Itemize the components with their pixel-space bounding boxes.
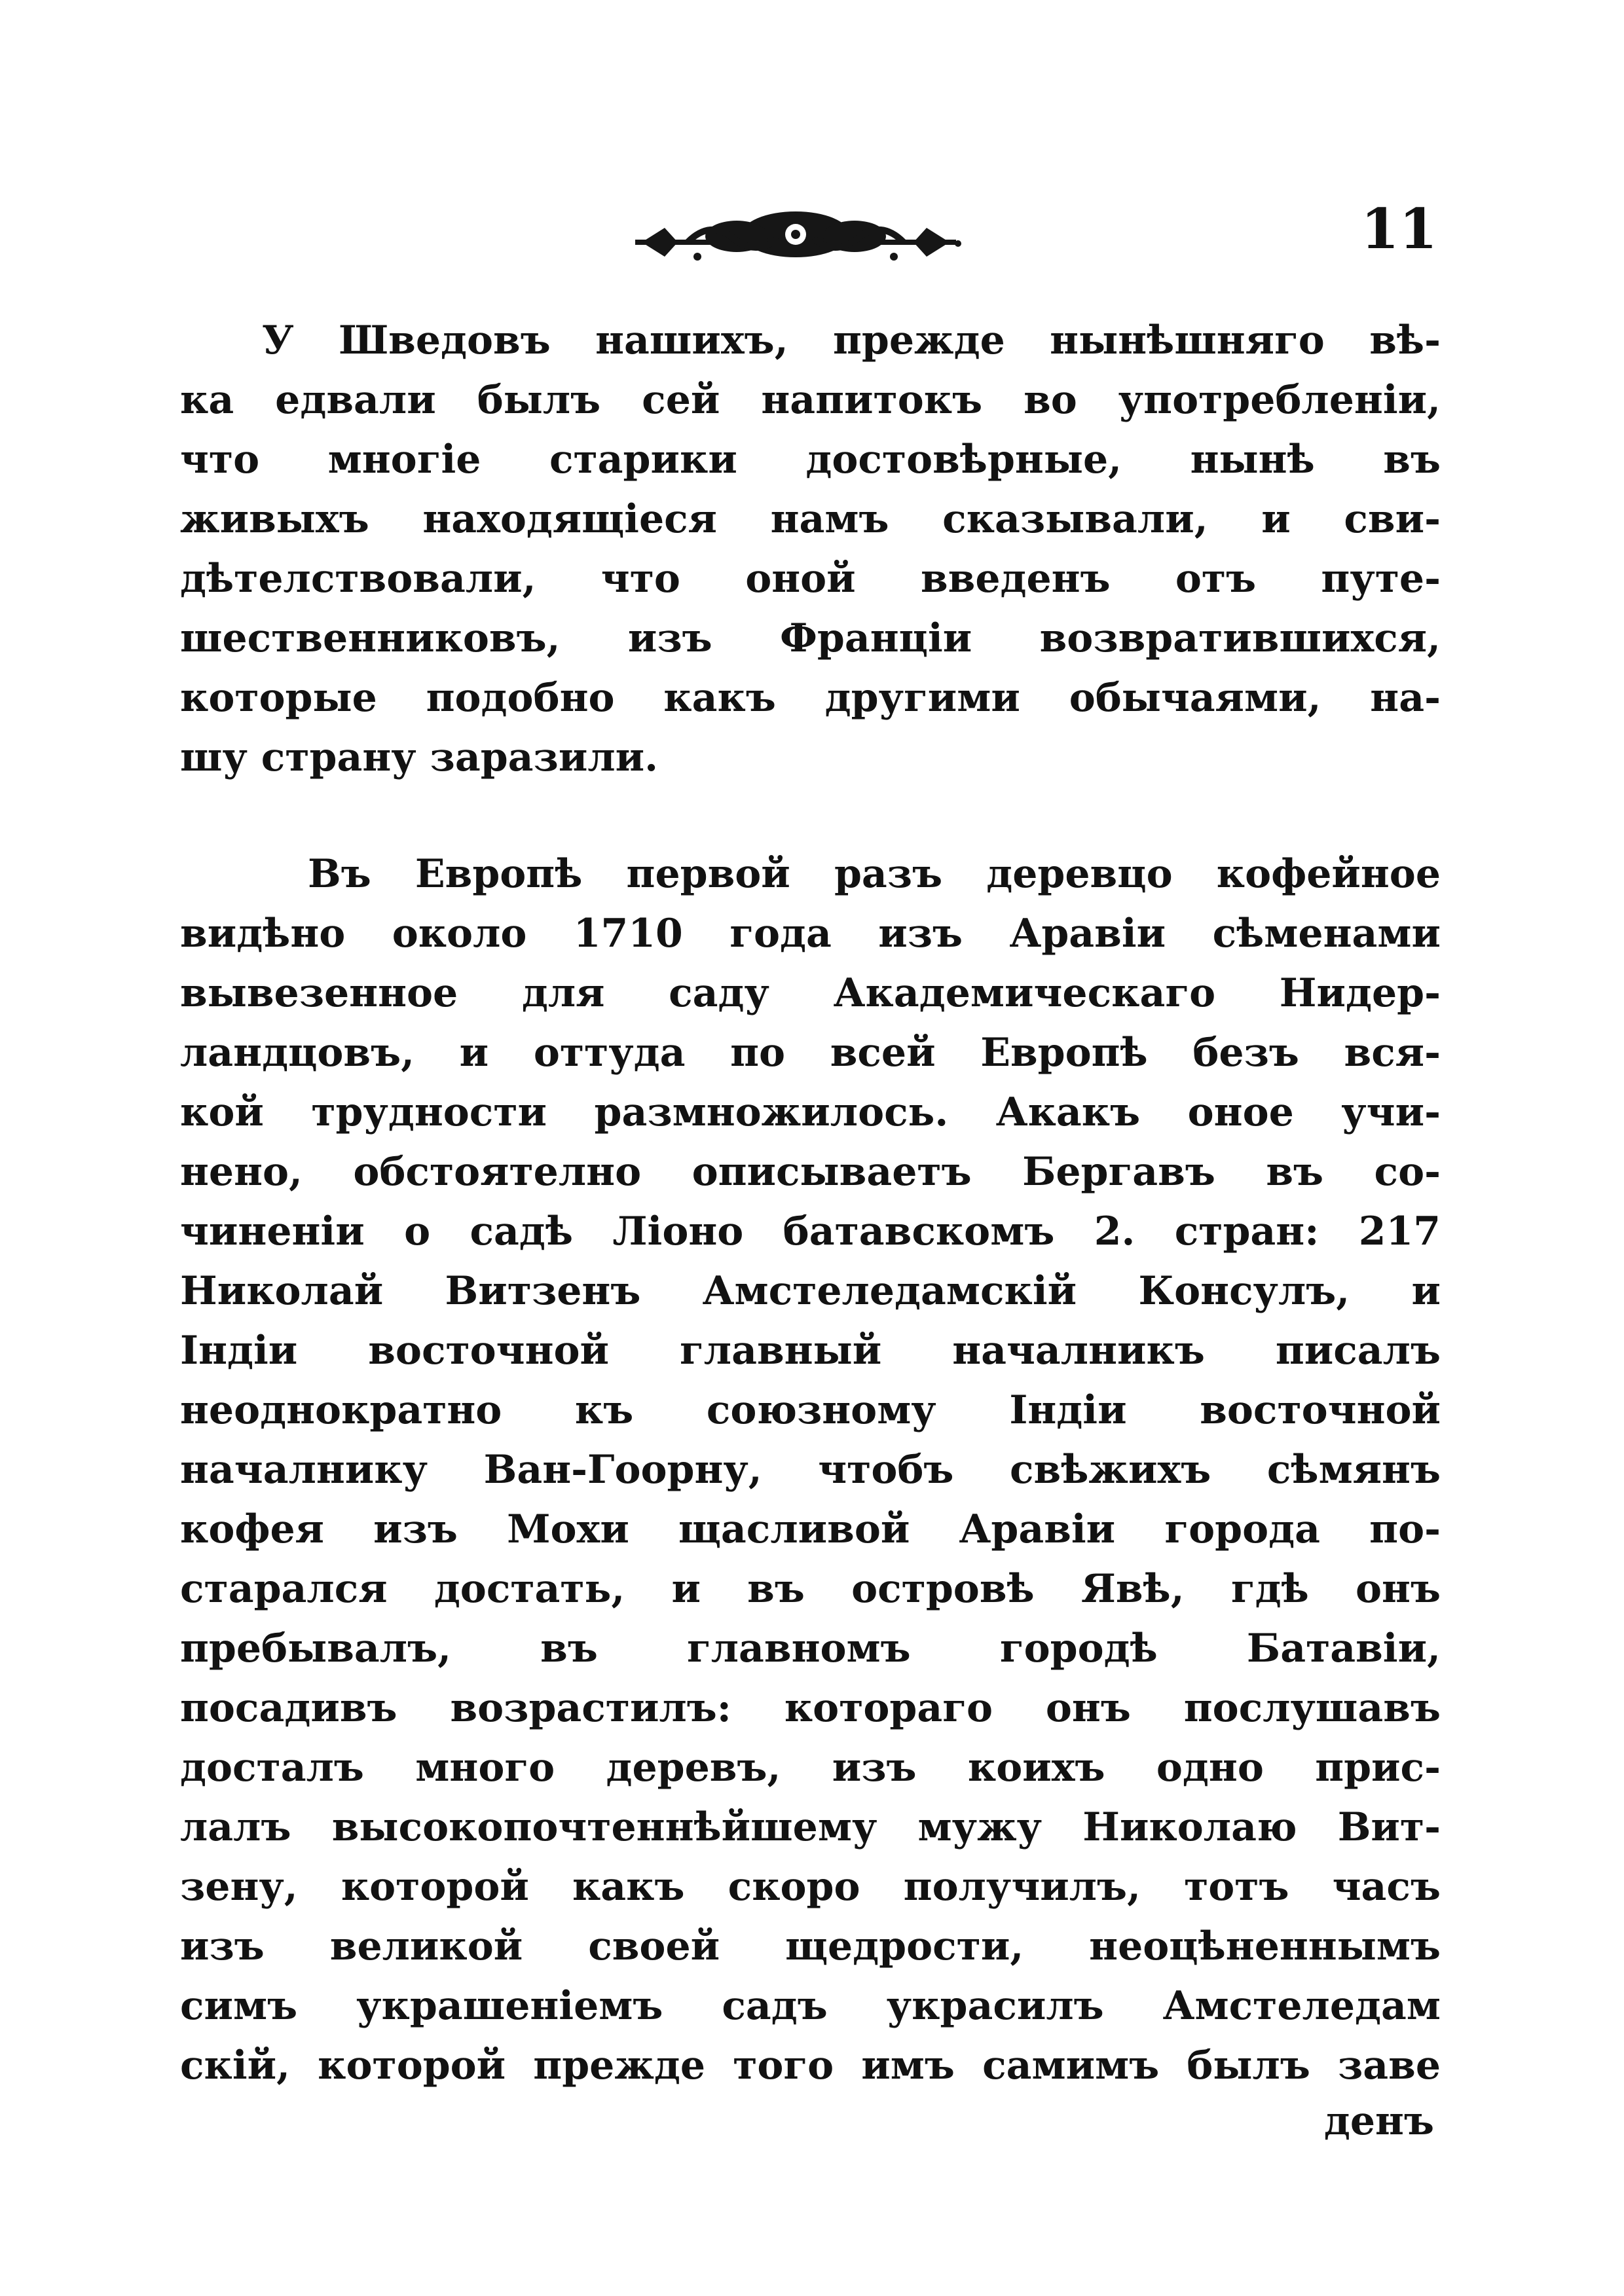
text-line: досталъ много деревъ, изъ коихъ одно прис- xyxy=(180,1745,1441,1791)
text-line: началнику Ван-Гоорну, чтобъ свѣжихъ сѣмянъ xyxy=(180,1447,1441,1493)
text-line: что многіе старики достовѣрные, нынѣ въ xyxy=(180,437,1441,483)
text-line: чиненіи о садѣ Ліоно батавскомъ 2. стран: 217 xyxy=(180,1209,1441,1254)
text-line: кофея изъ Мохи щасливой Аравіи города по- xyxy=(180,1506,1441,1552)
text-line: шественниковъ, изъ Франціи возвратившихся, xyxy=(180,615,1441,661)
text-line: нено, обстоятелно описываетъ Бергавъ въ со- xyxy=(180,1149,1441,1195)
text-line: Николай Витзенъ Амстеледамскій Консулъ, и xyxy=(180,1268,1441,1314)
text-line: вывезенное для саду Академическаго Нидер- xyxy=(180,970,1441,1016)
text-line: У Шведовъ нашихъ, прежде нынѣшняго вѣ- xyxy=(262,318,1441,363)
text-line: Въ Европѣ первой разъ деревцо кофейное xyxy=(308,851,1441,897)
text-line: живыхъ находящіеся намъ сказывали, и сви- xyxy=(180,496,1441,542)
text-line: пребывалъ, въ главномъ городѣ Батавіи, xyxy=(180,1626,1441,1671)
text-line: скій, которой прежде того имъ самимъ былъ заве xyxy=(180,2043,1441,2088)
text-line: лалъ высокопочтеннѣйшему мужу Николаю Вит- xyxy=(180,1804,1441,1850)
text-line: посадивъ возрастилъ: котораго онъ послушавъ xyxy=(180,1685,1441,1731)
text-line: неоднократно къ союзному Індіи восточной xyxy=(180,1387,1441,1433)
text-line: шу страну заразили. xyxy=(180,735,659,780)
text-line: Індіи восточной главный началникъ писалъ xyxy=(180,1328,1441,1374)
catchword: денъ xyxy=(1323,2098,1434,2144)
text-line: которые подобно какъ другими обычаями, на- xyxy=(180,675,1441,721)
text-line: ка едвали былъ сей напитокъ во употребленіи, xyxy=(180,377,1441,423)
text-line: видѣно около 1710 года изъ Аравіи сѣменами xyxy=(180,911,1441,957)
text-line: старался достать, и въ островѣ Явѣ, гдѣ онъ xyxy=(180,1566,1441,1612)
text-line: изъ великой своей щедрости, неоцѣненнымъ xyxy=(180,1923,1441,1969)
text-line: кой трудности размножилось. Акакъ оное учи- xyxy=(180,1089,1441,1135)
ornament-icon xyxy=(629,196,963,268)
text-line: зену, которой какъ скоро получилъ, тотъ часъ xyxy=(180,1864,1441,1910)
paragraph-1 xyxy=(180,311,1441,788)
text-line: ландцовъ, и оттуда по всей Европѣ безъ вся- xyxy=(180,1030,1441,1076)
text-line: дѣтелствовали, что оной введенъ отъ путе- xyxy=(180,556,1441,602)
text-line: симъ украшеніемъ садъ украсилъ Амстеледам xyxy=(180,1983,1441,2029)
page-number: 11 xyxy=(1361,196,1437,261)
paragraph-2 xyxy=(180,845,1441,2096)
